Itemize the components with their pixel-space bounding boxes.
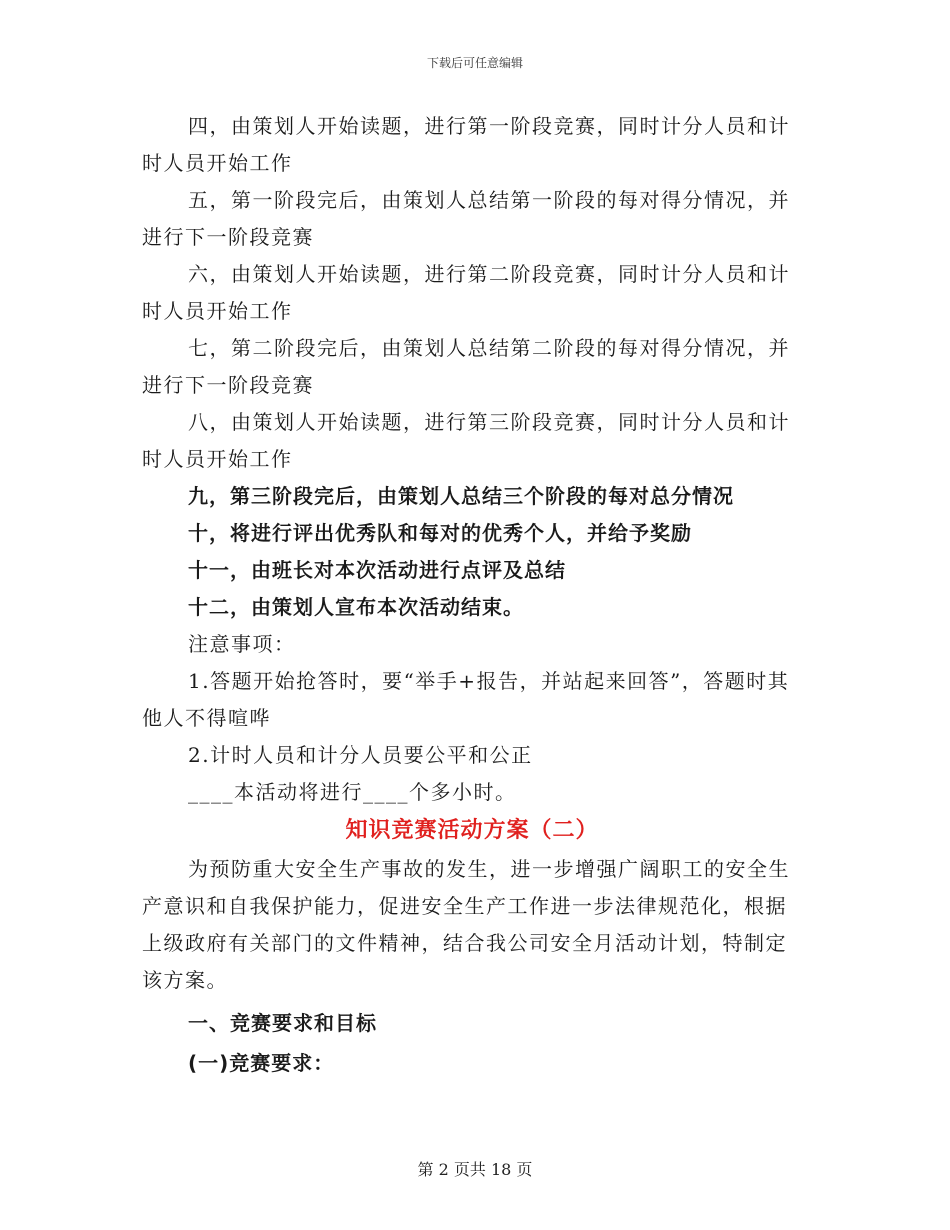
paragraph-step-4 [142, 108, 802, 182]
section-title: 知识竞赛活动方案（二） [345, 818, 599, 843]
bold-step-9: 九，第三阶段完后，由策划人总结三个阶段的每对总分情况 [188, 484, 734, 508]
notes-heading: 注意事项： [188, 632, 296, 656]
paragraph-line: 为预防重大安全生产事故的发生，进一步增强广阔职工的安全生 [188, 857, 790, 881]
page-footer: 第 2 页共 18 页 [417, 1160, 533, 1179]
paragraph-line: 时人员开始工作 [142, 447, 293, 471]
paragraph-line: 时人员开始工作 [142, 151, 293, 175]
intro-paragraph [142, 851, 802, 999]
paragraph-line: 上级政府有关部门的文件精神，结合我公司安全月活动计划，特制定 [142, 931, 787, 955]
paragraph-line: 产意识和自我保护能力，促进安全生产工作进一步法律规范化，根据 [142, 894, 787, 918]
paragraph-line: 进行下一阶段竞赛 [142, 225, 314, 249]
paragraph-line: 该方案。 [142, 968, 228, 992]
note-item-3: ____本活动将进行____个多小时。 [188, 780, 517, 804]
document-body [142, 108, 802, 1083]
paragraph-line: 五，第一阶段完后，由策划人总结第一阶段的每对得分情况，并 [188, 188, 790, 212]
paragraph-step-7 [142, 330, 802, 404]
paragraph-line: 他人不得喧哗 [142, 706, 271, 730]
paragraph-line: 六，由策划人开始读题，进行第二阶段竞赛，同时计分人员和计 [188, 262, 790, 286]
bold-step-10: 十，将进行评出优秀队和每对的优秀个人，并给予奖励 [188, 521, 692, 545]
paragraph-step-8 [142, 404, 802, 478]
paragraph-line: 进行下一阶段竞赛 [142, 373, 314, 397]
note-item-1 [142, 663, 802, 737]
paragraph-step-6 [142, 256, 802, 330]
page-header: 下载后可任意编辑 [426, 56, 523, 70]
paragraph-line: 七，第二阶段完后，由策划人总结第二阶段的每对得分情况，并 [188, 336, 790, 360]
heading-requirements: (一)竞赛要求： [188, 1051, 335, 1075]
paragraph-line: 八，由策划人开始读题，进行第三阶段竞赛，同时计分人员和计 [188, 410, 790, 434]
bold-step-11: 十一，由班长对本次活动进行点评及总结 [188, 558, 566, 582]
paragraph-line: 时人员开始工作 [142, 299, 293, 323]
heading-requirements-goals: 一、竞赛要求和目标 [188, 1011, 377, 1035]
paragraph-step-5 [142, 182, 802, 256]
bold-step-12: 十二，由策划人宣布本次活动结束。 [188, 595, 524, 619]
paragraph-line: 1.答题开始抢答时，要“举手+报告，并站起来回答”，答题时其 [188, 669, 790, 693]
note-item-2: 2.计时人员和计分人员要公平和公正 [188, 743, 533, 767]
paragraph-line: 四，由策划人开始读题，进行第一阶段竞赛，同时计分人员和计 [188, 114, 790, 138]
